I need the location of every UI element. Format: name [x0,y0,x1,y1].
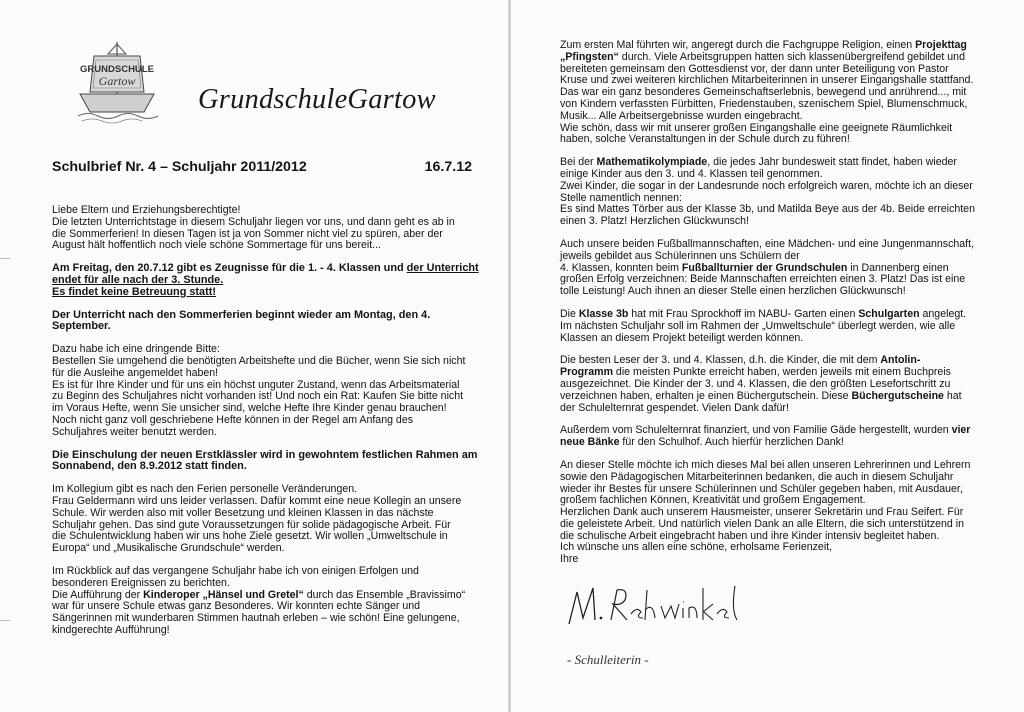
signature-role: - Schulleiterin - [567,652,649,667]
right-column [560,40,1000,577]
handwritten-signature [563,580,753,630]
school-start-paragraph: Der Unterricht nach den Sommerferien beginnt wieder am Montag, den 4. September. [52,308,431,333]
request-paragraph: Dazu habe ich eine dringende Bitte: Bestellen Sie umgehend die benötigten Arbeitshefte und die Bücher, wenn Sie sich nicht für die Ausleihe angemeldet haben! Es ist für Ihre Kinder und für uns ein höchst unguter Zustand, wenn das Arbeitsmaterial zu Beginn des Schuljahres nicht vorhanden ist! Und noch ein Rat: Kaufen Sie bitte nicht im Voraus Hefte, wenn Sie unsicher sind, welche Hefte Ihre Kinder genau brauchen! Noch nicht ganz voll geschriebene Hefte können in der Regel am Anfang des Schuljahres weiter benutzt werden. [52,343,466,438]
logo-text-bottom: Gartow [98,74,136,88]
enrollment-paragraph: Die Einschulung der neuen Erstklässler wird in gewohntem festlichen Rahmen am Sonnabend, den 8.9.2012 statt finden. [52,448,478,473]
right-page [511,0,1024,712]
letter-header [52,159,472,175]
school-garden-paragraph: Die Klasse 3b hat mit Frau Sprockhoff im NABU- Garten einen Schulgarten angelegt. Im nächsten Schuljahr soll im Rahmen der „Umweltschule“ überlegt werden, wie alle Klassen an diesem Projekt beteiligt werden können. [560,307,967,344]
benches-paragraph: Außerdem vom Schulelternrat finanziert, und von Familie Gäde hergestellt, wurden vier neue Bänke für den Schulhof. Auch hierfür herzlichen Dank! [560,424,971,449]
left-column [52,205,480,648]
football-paragraph: Auch unsere beiden Fußballmannschaften, eine Mädchen- und eine Jungenmannschaft, jeweils gebildet aus Schülerinnen uns Schülern der 4. Klassen, konnten beim Fußballturnier der Grundschulen in Dannenberg einen großen Erfolg verzeichnen: Beide Mannschaften erreichten einen 3. Platz! Das ist eine tolle Leistung! Auch ihnen an dieser Stelle einen herzlichen Glückwunsch! [560,237,975,298]
review-paragraph: Im Rückblick auf das vergangene Schuljahr habe ich von einigen Erfolgen und besonderen Ereignissen zu berichten. Die Aufführung der Kinderoper „Hänsel und Gretel“ durch das Ensemble „Bravissimo“ war für unsere Schule etwas ganz Besonderes. Wir konnten echte Sänger und Sängerinnen mit wunderbaren Stimmen hautnah erleben – wie schön! Eine gelungene, kindgerechte Aufführung! [52,564,466,636]
left-page [0,0,508,712]
math-olympiad-paragraph: Bei der Mathematikolympiade, die jedes Jahr bundesweit statt findet, haben wieder einige Kinder aus den 3. und 4. Klassen teil genommen. Zwei Kinder, die sogar in der Landesrunde noch erfolgreich waren, möchte ich an dieser Stelle namentlich nennen: Es sind Mattes Törber aus der Klasse 3b, und Matilda Beye aus der 4b. Beide erreichten einen 3. Platz! Herzlichen Glückwunsch! [560,156,975,228]
letter-date: 16.7.12 [424,159,472,175]
staff-paragraph: Im Kollegium gibt es nach den Ferien personelle Veränderungen. Frau Geldermann wird uns leider verlassen. Dafür kommt eine neue Kollegin an unsere Schule. Wir werden also mit voller Besetzung und kleinen Klassen in das nächste Schuljahr gehen. Das sind gute Voraussetzungen für solide pädagogische Arbeit. Für die Schulentwicklung haben wir uns hohe Ziele gesetzt. Wir wollen „Umweltschule in Europa“ und „Musikalische Grundschule“ werden. [52,483,462,555]
greeting-paragraph: Liebe Eltern und Erziehungsberechtigte! Die letzten Unterrichtstage in diesem Schuljahr liegen vor uns, und dann geht es ab in die Sommerferien! In diesen Tagen ist ja von Sommer nicht viel zu spüren, aber der August hält hoffentlich noch viele schöne Sommertage für uns bereit... [52,204,455,252]
school-title: GrundschuleGartow [198,84,436,115]
readers-paragraph: Die besten Leser der 3. und 4. Klassen, d.h. die Kinder, die mit dem Antolin- Programm die meisten Punkte erreicht haben, werden jeweils mit einem Buchpreis ausgezeichnet. Die Kinder der 3. und 4. Klassen, die den größten Lesefortschritt zu verzeichnen haben, erhalten je einen Büchergutschein. Diese Büchergutscheine hat der Schulelternrat gespendet. Vielen Dank dafür! [560,354,962,414]
school-logo [74,40,160,124]
project-day-paragraph: Zum ersten Mal führten wir, angeregt durch die Fachgruppe Religion, einen Projekttag „Pfingsten“ durch. Viele Arbeitsgruppen hatten sich klassenübergreifend gebildet und bereiteten gemeinsam den Gottesdienst vor, der dann unter Beteiligung von Pastor Kruse und zwei weiteren kirchlichen Mitarbeiterinnen in unserer Eingangshalle stattfand. Das war ein ganz besonderes Gemeinschaftserlebnis, bewegend und anrührend..., mit von Kindern verfassten Fürbitten, Friedenstauben, szenischem Spiel, Blumenschmuck, Musik... Alle Arbeitsergebnisse wurden eingebracht. Wie schön, dass wir mit unserer großen Eingangshalle eine geeignete Räumlichkeit haben, solche Veranstaltungen in der Schule durch zu führen! [560,39,974,146]
thanks-paragraph: An dieser Stelle möchte ich mich dieses Mal bei allen unseren Lehrerinnen und Lehrern sowie den Pädagogischen Mitarbeiterinnen bedanken, die auch in diesem Schuljahr wieder ihr Bestes für unsere Schülerinnen und Schüler gegeben haben, mit Ausdauer, großem fachlichen Können, Kreativität und großem Engagement. Herzlichen Dank auch unserem Hausmeister, unserer Sekretärin und Frau Seifert. Für die geleistete Arbeit. Und natürlich vielen Dank an alle Eltern, die sich unterstützend in die schulische Arbeit eingebracht haben und ihre Kinder intensiv begleitet haben. Ich wünsche uns allen eine schöne, erholsame Ferienzeit, Ihre [560,458,971,566]
letter-title: Schulbrief Nr. 4 – Schuljahr 2011/2012 [52,159,307,175]
logo-text-top: GRUNDSCHULE [80,64,154,75]
report-card-paragraph: Am Freitag, den 20.7.12 gibt es Zeugnisse für die 1. - 4. Klassen und der Unterricht endet für alle nach der 3. Stunde. Es findet keine Betreuung statt! [52,262,479,298]
